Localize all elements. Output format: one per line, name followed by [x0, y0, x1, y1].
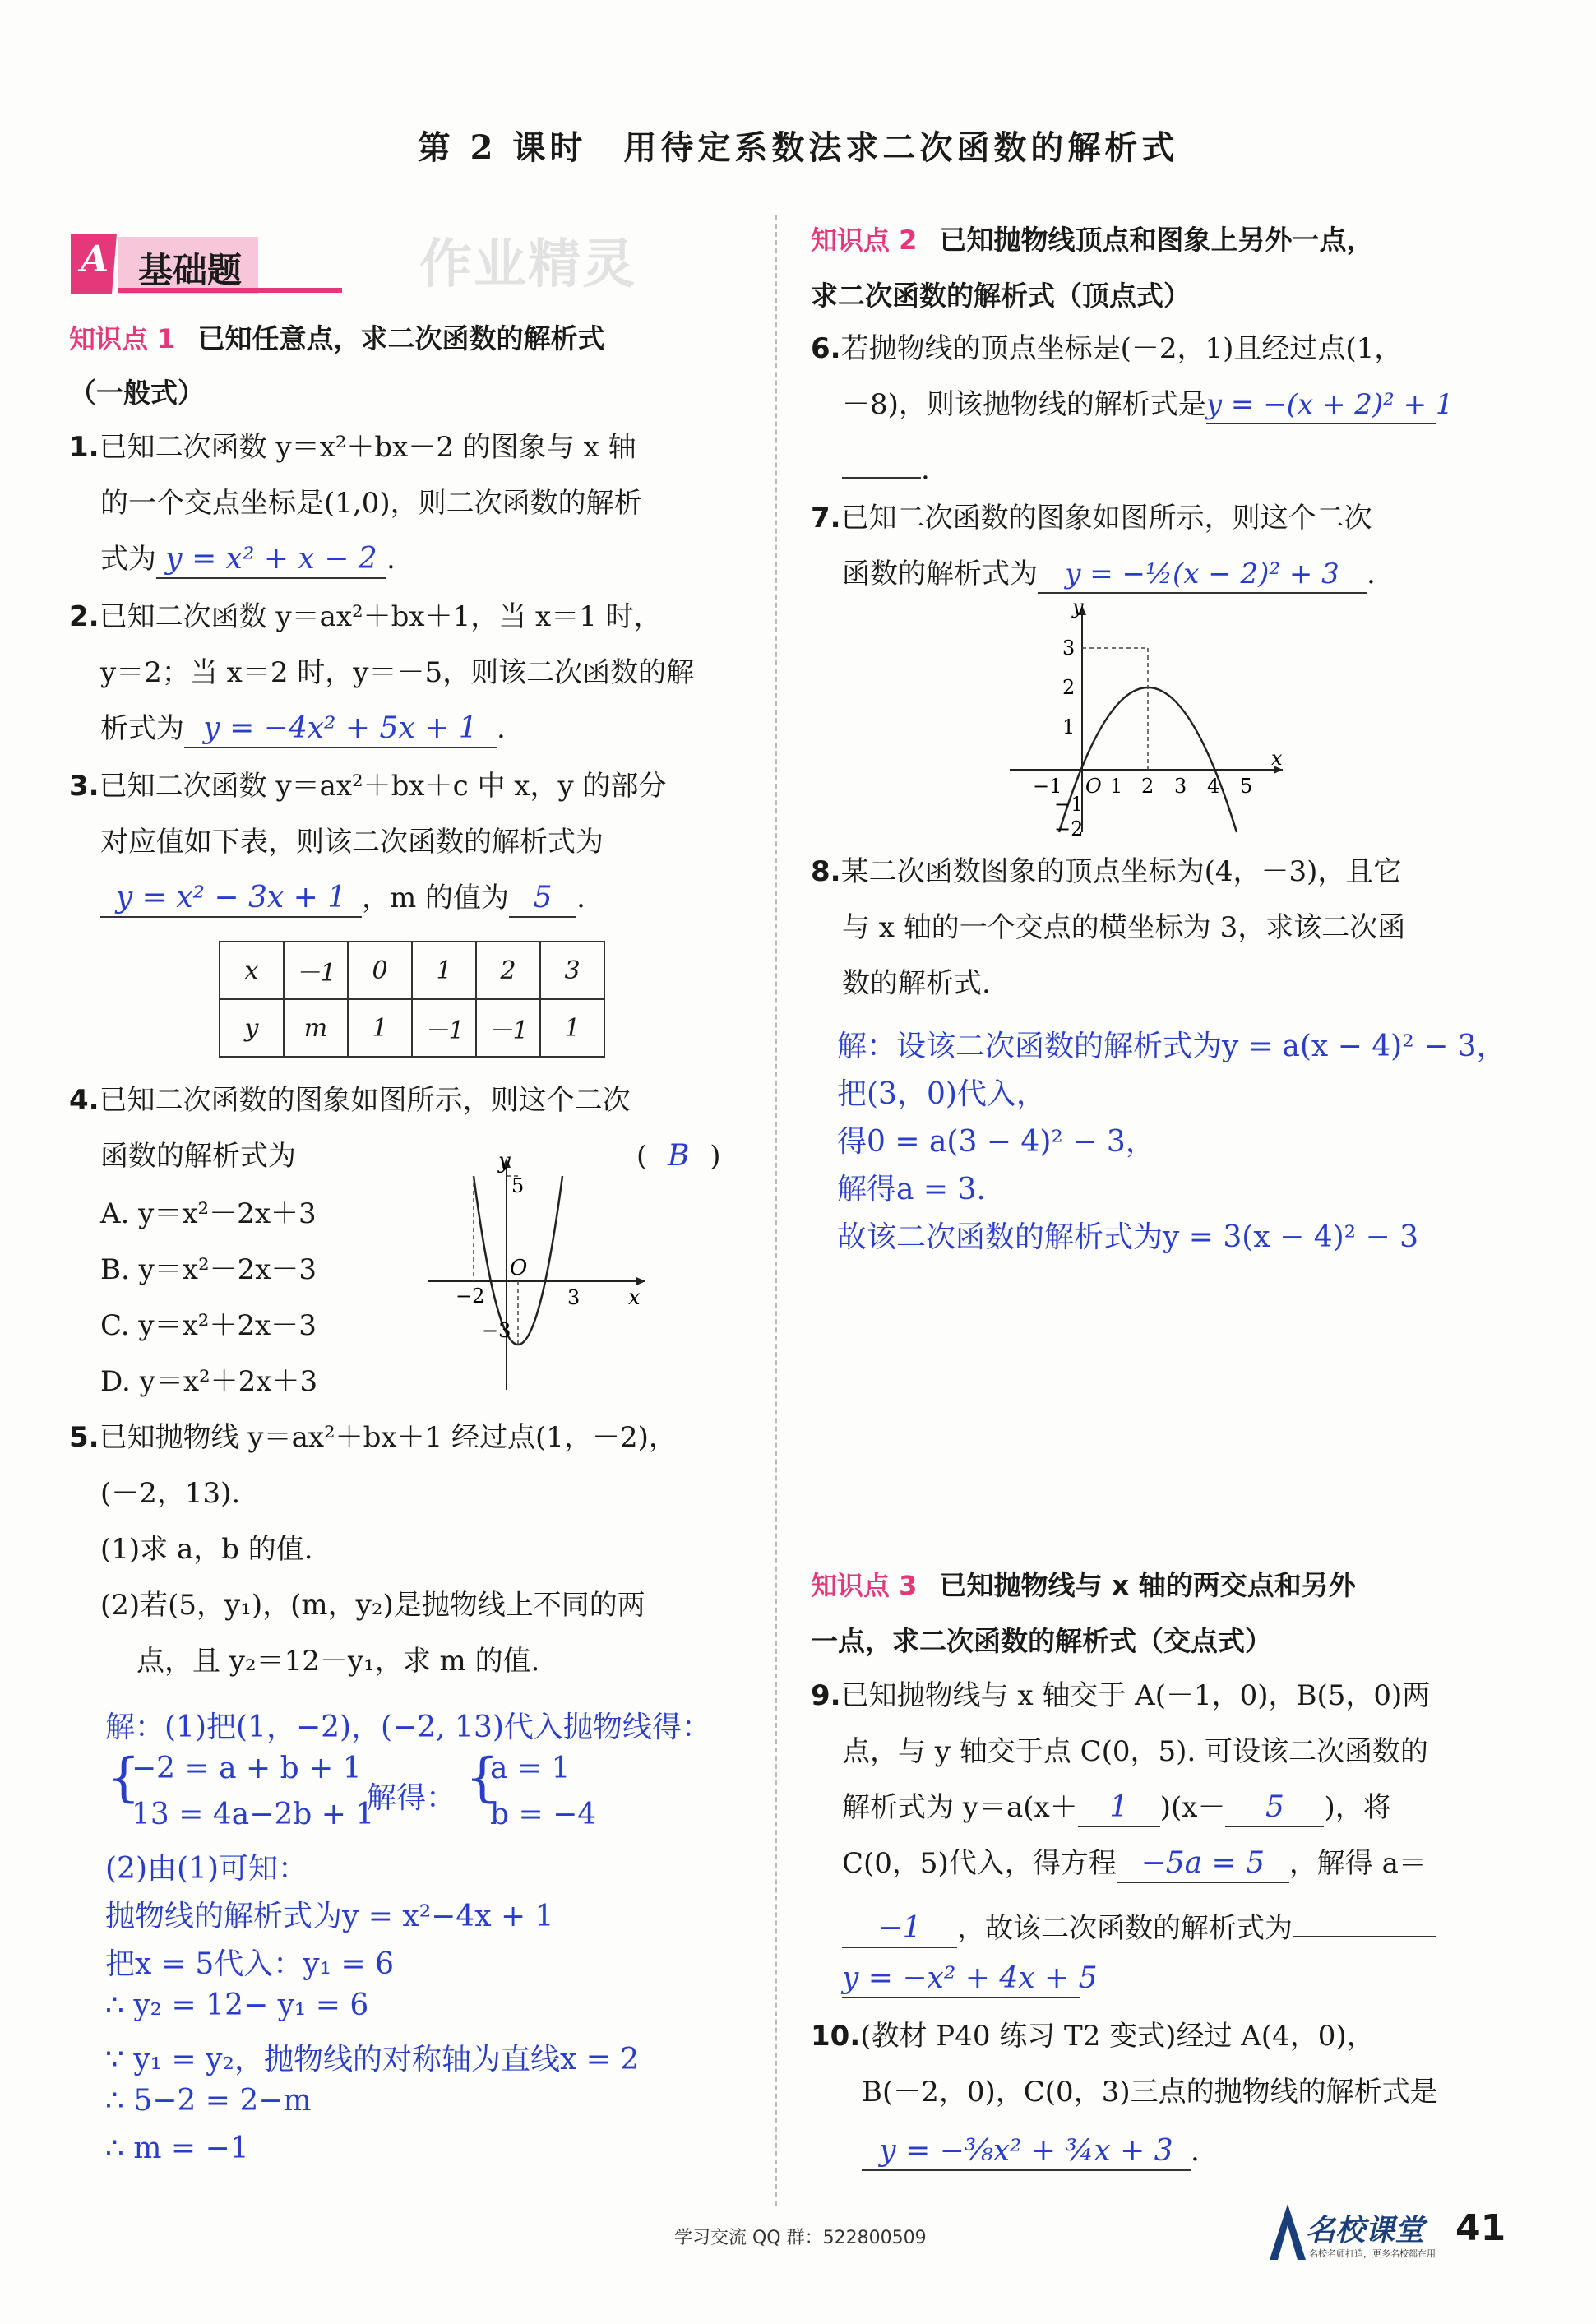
q5-solution-7: ∴ 5−2 = 2−m — [105, 2084, 312, 2118]
tick-y2: 2 — [1062, 676, 1076, 699]
q5-part-2b: 点，且 y₂＝12－y₁，求 m 的值. — [136, 1645, 540, 1678]
q9-blank-5-start — [1293, 1903, 1436, 1937]
q7-stem-end: 函数的解析式为 — [842, 558, 1038, 590]
origin-label: O — [510, 1256, 528, 1280]
tick-x2: 2 — [1141, 775, 1154, 798]
q9-substitute-text: C(0，5)代入，得方程 — [842, 1847, 1117, 1880]
q2-line-2: y＝2；当 x＝2 时，y＝－5，则该二次函数的解 — [100, 656, 695, 689]
q5-solution-8: ∴ m = −1 — [105, 2132, 249, 2165]
q3-m-answer: 5 — [509, 880, 576, 918]
q4-number: 4. — [69, 1084, 99, 1117]
kp3-tag: 知识点 3 — [811, 1570, 918, 1601]
tick-xm1: −1 — [1033, 775, 1062, 798]
kp1-heading: 已知任意点，求二次函数的解析式 — [197, 322, 605, 354]
q2-period: . — [497, 712, 506, 745]
tick-5: 5 — [511, 1174, 525, 1197]
q5-solution-4: 把x = 5代入：y₁ = 6 — [105, 1947, 394, 1981]
q5-eq-1: −2 = a + b + 1 — [132, 1752, 362, 1785]
tick-x3: 3 — [1174, 775, 1187, 798]
q5-solution-5: ∴ y₂ = 12− y₁ = 6 — [105, 1988, 369, 2022]
q9-line-1 — [811, 1678, 1430, 1714]
q3-line-1 — [69, 768, 666, 804]
q4-option-d: D. y＝x²＋2x＋3 — [100, 1365, 318, 1398]
q6-number: 6. — [811, 332, 841, 365]
brand-a-icon — [1263, 2201, 1312, 2263]
q8-solution-1: 解：设该二次函数的解析式为y = a(x − 4)² − 3， — [837, 1030, 1506, 1063]
table-cell: 3 — [540, 942, 604, 999]
footer-qq: 学习交流 QQ 群：522800509 — [674, 2228, 927, 2248]
q7-answer: y = −½(x − 2)² + 3 — [1038, 556, 1367, 594]
table-cell: y — [220, 999, 284, 1057]
page-title: 第 2 课时 用待定系数法求二次函数的解析式 — [417, 128, 1179, 167]
q7-period: . — [1367, 558, 1376, 590]
q9-line-2: 点，与 y 轴交于点 C(0，5). 可设该二次函数的 — [842, 1735, 1429, 1768]
q8-line-3: 数的解析式. — [842, 967, 991, 1000]
q8-solution-3: 得0 = a(3 − 4)² − 3， — [837, 1125, 1155, 1159]
q2-answer: y = −4x² + 5x + 1 — [184, 711, 497, 748]
q7-graph — [1003, 600, 1299, 839]
q8-solution-2: 把(3，0)代入， — [837, 1077, 1046, 1111]
origin-label: O — [1085, 775, 1102, 798]
table-cell: 2 — [476, 942, 540, 999]
q5-solution-6: ∵ y₁ = y₂，抛物线的对称轴为直线x = 2 — [105, 2043, 640, 2076]
q9-number: 9. — [811, 1679, 841, 1712]
kp1-heading-2: （一般式） — [69, 377, 205, 409]
brand-logo — [1263, 2201, 1436, 2266]
kp1-tag: 知识点 1 — [69, 323, 176, 354]
q9-line-4 — [842, 1845, 1427, 1883]
q3-number: 3. — [69, 770, 99, 803]
q4-option-b: B. y＝x²－2x－3 — [100, 1253, 317, 1286]
q9-solve-text: ，解得 a＝ — [1288, 1847, 1427, 1880]
q9-blank-1: 1 — [1078, 1789, 1160, 1827]
brand-name: 名校课堂 — [1306, 2214, 1425, 2248]
q10-line-3 — [862, 2133, 1200, 2171]
q4-graph — [419, 1151, 658, 1398]
tick-minus-3: −3 — [482, 1319, 511, 1342]
q9-form-a: 解析式为 y＝a(x＋ — [842, 1791, 1078, 1824]
y-label: y — [498, 1151, 511, 1174]
kp3-heading: 已知抛物线与 x 轴的两交点和另外 — [939, 1569, 1356, 1601]
section-letter: A — [81, 238, 109, 280]
q6-answer: y = −(x + 2)² + 1 — [1206, 387, 1436, 424]
q6-line-1 — [811, 331, 1402, 367]
x-label: x — [1271, 747, 1283, 770]
q5-line-2: (－2，13). — [100, 1477, 241, 1510]
table-cell: 1 — [540, 999, 604, 1057]
q6-period: . — [921, 453, 930, 486]
q6-blank-continued — [842, 444, 921, 479]
q9-form-b: )(x－ — [1159, 1791, 1226, 1824]
tick-minus-2: −2 — [456, 1285, 485, 1308]
brand-slogan: 名校名师打造，更多名校都在用 — [1309, 2248, 1436, 2259]
knowledge-point-2 — [811, 219, 1374, 257]
q5-solution-2: (2)由(1)可知： — [105, 1852, 308, 1886]
knowledge-point-1 — [69, 317, 605, 356]
tick-x1: 1 — [1110, 775, 1123, 798]
q9-line-3 — [842, 1789, 1391, 1827]
q5-solution-1: 解：(1)把(1，−2)，(−2, 13)代入抛物线得： — [105, 1711, 711, 1744]
q6-stem-end: －8)，则该抛物线的解析式是 — [842, 388, 1206, 421]
tick-ym1: −1 — [1054, 793, 1084, 816]
q5-res-b: b = −4 — [490, 1798, 597, 1831]
q10-text: (教材 P40 练习 T2 变式)经过 A(4，0)， — [860, 2020, 1375, 2053]
table-cell: 1 — [412, 942, 476, 999]
page-number: 41 — [1455, 2207, 1506, 2249]
q7-number: 7. — [811, 502, 841, 535]
q1-line-3 — [100, 541, 396, 579]
q2-text: 已知二次函数 y＝ax²＋bx＋1，当 x＝1 时， — [99, 600, 662, 633]
q8-solution-5: 故该二次函数的解析式为y = 3(x − 4)² − 3 — [837, 1220, 1419, 1254]
tick-x4: 4 — [1207, 775, 1220, 798]
q5-part-2a: (2)若(5，y₁)，(m，y₂)是抛物线上不同的两 — [100, 1589, 645, 1622]
q6-line-3 — [842, 444, 930, 488]
q1-stem-end: 式为 — [100, 543, 156, 576]
q9-blank-4: −1 — [842, 1910, 957, 1948]
q10-line-1 — [811, 2018, 1375, 2054]
column-divider — [775, 215, 777, 2206]
q5-solution-3: 抛物线的解析式为y = x²−4x + 1 — [105, 1900, 554, 1933]
q9-text: 已知抛物线与 x 轴交于 A(－1，0)，B(5，0)两 — [840, 1679, 1431, 1712]
q2-number: 2. — [69, 600, 99, 633]
q4-paren-open: ( — [636, 1140, 648, 1173]
brace-right: { — [465, 1748, 499, 1808]
q4-text: 已知二次函数的图象如图所示，则这个二次 — [99, 1084, 631, 1117]
q6-line-2 — [842, 387, 1454, 424]
q3-value-table — [219, 941, 605, 1058]
q9-line-6 — [842, 1961, 1098, 1998]
q1-line-2: 的一个交点坐标是(1,0)，则二次函数的解析 — [100, 487, 642, 520]
q10-answer: y = −⅜x² + ¾x + 3 — [862, 2133, 1191, 2171]
q5-text: 已知抛物线 y＝ax²＋bx＋1 经过点(1，－2)， — [99, 1421, 677, 1454]
q5-line-1 — [69, 1419, 677, 1456]
q10-period: . — [1191, 2135, 1200, 2168]
q10-number: 10. — [811, 2020, 861, 2053]
q4-line-2: 函数的解析式为 — [100, 1140, 296, 1173]
q3-answer: y = x² − 3x + 1 — [100, 880, 362, 918]
q1-answer: y = x² + x − 2 — [156, 541, 386, 579]
q3-text: 已知二次函数 y＝ax²＋bx＋c 中 x，y 的部分 — [99, 770, 667, 803]
q8-solution-4: 解得a = 3. — [837, 1173, 986, 1206]
q7-line-2 — [842, 556, 1376, 594]
x-axis-arrow — [636, 1277, 645, 1285]
table-cell: －1 — [284, 942, 348, 999]
q3-line-2: 对应值如下表，则该二次函数的解析式为 — [100, 826, 604, 859]
q1-number: 1. — [69, 431, 99, 464]
tick-3: 3 — [567, 1286, 581, 1309]
table-row — [220, 999, 604, 1057]
q5-res-a: a = 1 — [490, 1752, 571, 1785]
q5-eq-2: 13 = 4a−2b + 1 — [132, 1798, 375, 1831]
q9-blank-2: 5 — [1225, 1789, 1324, 1827]
q3-line-3 — [100, 880, 585, 918]
tick-ym2: −2 — [1054, 817, 1084, 839]
q8-text: 某二次函数图象的顶点坐标为(4，－3)，且它 — [840, 855, 1402, 888]
kp3-heading-2: 一点，求二次函数的解析式（交点式） — [811, 1625, 1272, 1657]
q1-text: 已知二次函数 y＝x²＋bx－2 的图象与 x 轴 — [99, 431, 636, 464]
q1-line-1 — [69, 429, 636, 465]
q10-line-2: B(－2，0)，C(0，3)三点的抛物线的解析式是 — [862, 2076, 1438, 2109]
section-label: 基础题 — [138, 250, 243, 290]
x-label: x — [628, 1285, 641, 1310]
watermark: 作业精灵 — [419, 234, 636, 295]
table-row — [220, 942, 604, 999]
q4-paren-close: ) — [710, 1140, 721, 1173]
brace-left: { — [107, 1748, 141, 1808]
tick-x5: 5 — [1240, 775, 1253, 798]
q5-solve-label: 解得： — [367, 1781, 456, 1815]
tick-y3: 3 — [1062, 637, 1076, 660]
table-cell: x — [220, 942, 284, 999]
q4-line-1 — [69, 1082, 631, 1118]
kp2-heading: 已知抛物线顶点和图象上另外一点， — [939, 224, 1374, 256]
q9-blank-3: −5a = 5 — [1117, 1845, 1289, 1883]
q4-answer: B — [668, 1139, 690, 1173]
q2-line-3 — [100, 711, 506, 748]
section-badge — [71, 230, 342, 298]
kp2-tag: 知识点 2 — [811, 225, 918, 256]
knowledge-point-3 — [811, 1564, 1356, 1603]
q1-period: . — [386, 543, 396, 576]
table-cell: 1 — [348, 999, 412, 1057]
q9-answer: y = −x² + 4x + 5 — [842, 1961, 1080, 1998]
table-cell: m — [284, 999, 348, 1057]
q6-text: 若抛物线的顶点坐标是(－2，1)且经过点(1， — [840, 332, 1403, 365]
q4-option-a: A. y＝x²－2x＋3 — [100, 1197, 317, 1230]
q5-part-1: (1)求 a，b 的值. — [100, 1533, 313, 1566]
q9-form-c: )，将 — [1324, 1791, 1391, 1824]
q5-number: 5. — [69, 1421, 99, 1454]
table-cell: 0 — [348, 942, 412, 999]
q7-text: 已知二次函数的图象如图所示，则这个二次 — [840, 502, 1372, 535]
y-label: y — [1072, 600, 1084, 618]
q9-line-5 — [842, 1903, 1436, 1948]
q8-number: 8. — [811, 855, 841, 888]
q4-option-c: C. y＝x²＋2x－3 — [100, 1309, 317, 1342]
tick-y1: 1 — [1062, 715, 1076, 738]
q2-stem-end: 析式为 — [100, 712, 184, 745]
q8-line-1 — [811, 854, 1401, 890]
table-cell: －1 — [412, 999, 476, 1057]
kp2-heading-2: 求二次函数的解析式（顶点式） — [811, 280, 1191, 312]
q2-line-1 — [69, 599, 662, 635]
q3-period: . — [576, 882, 585, 914]
table-cell: －1 — [476, 999, 540, 1057]
q7-line-1 — [811, 500, 1372, 536]
q8-line-2: 与 x 轴的一个交点的横坐标为 3，求该二次函 — [842, 911, 1406, 944]
q3-mid-text: ，m 的值为 — [362, 882, 510, 914]
q9-conclusion-text: ，故该二次函数的解析式为 — [957, 1912, 1293, 1945]
